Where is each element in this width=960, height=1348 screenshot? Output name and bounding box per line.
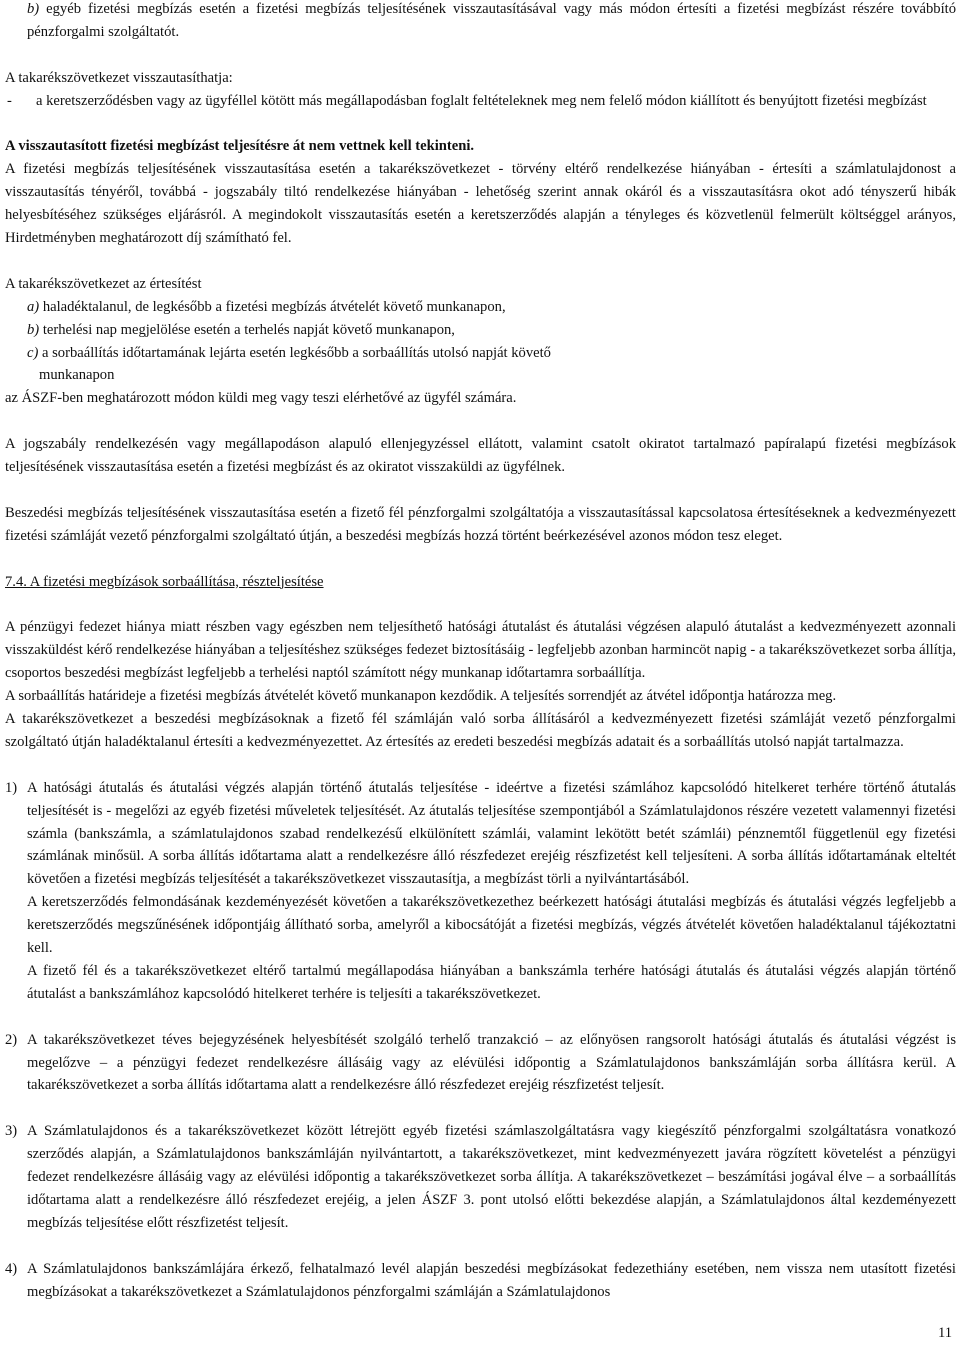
paragraph-queue-3: A takarékszövetkezet a beszedési megbízásoknak a fizető fél számláján való sorba állításáról a kedvezményezett fizetési számláját vezető pénzforgalmi szolgáltató útján haladéktalanul értesíti a kedvezményezettet. Az értesítés az eredeti beszedési megbízás adatait és a sorbaállítás utolsó napját tartalmazza.: [5, 710, 956, 750]
item-text: a sorbaállítás időtartamának lejárta esetén legkésőbb a sorbaállítás utolsó napját követő: [38, 344, 551, 361]
item-3-text: A Számlatulajdonos és a takarékszövetkezet között létrejött egyéb fizetési számlaszolgáltatásra vagy kiegészítő pénzforgalmi szolgáltatásra vonatkozó szerződés alapján, a Számlatulajdonos bankszámláján nyilvántartott, a takarékszövetkezet, mint kedvezményezett javára rögzített követelést a pénzügyi fedezet rendelkezésre állásáig vagy az elévülési időpontig a takarékszövetkezet sorba állítja. A takarékszövetkezet – beszámítási jogával élve – a sorbaállítás időtartama alatt a rendelkezésre álló részfedezet erejéig, a jelen ÁSZF 3. pont utolsó előtti bekezdése alapján, a Számlatulajdonos által kezdeményezett megbízás teljesítése előtt részfizetést teljesít.: [27, 1123, 956, 1231]
notice-item-b: [5, 319, 956, 342]
notice-item-a: [5, 296, 956, 319]
numbered-item-3: [5, 1120, 956, 1235]
option-text: egyéb fizetési megbízás esetén a fizetési megbízás teljesítésének visszautasításával vagy más módon értesíti a fizetési megbízást részére továbbító pénzforgalmi szolgáltatót.: [27, 1, 956, 40]
item-text: terhelési nap megjelölése esetén a terhelés napját követő munkanapon,: [39, 321, 455, 338]
numbered-item-4: [5, 1258, 956, 1304]
refuse-list-item: [5, 90, 956, 113]
bold-statement: A visszautasított fizetési megbízást teljesítésre át nem vettnek kell tekinteni.: [5, 138, 475, 155]
notice-item-c: [5, 342, 956, 365]
item-1-paragraph-2: A keretszerződés felmondásának kezdeményezését követően a takarékszövetkezethez beérkezett hatósági átutalási megbízás és átutalási végzés legfeljebb a keretszerződés megszűnésének időpontjáig állítható sorba, amelyről a kibocsátóját a fizetési megbízás, végzés átvételét követően haladéktalanul tájékoztatni kell.: [27, 894, 956, 957]
paragraph-refusal: A fizetési megbízás teljesítésének visszautasítása esetén a takarékszövetkezet - törvény eltérő rendelkezése hiányában - értesíti a számlatulajdonost a visszautasítás tényéről, továbbá - jogszabály tiltó rendelkezése hiányában - lehetőség szerint annak okáról és a visszautasításra okot adó tényszerű hibák helyesbítéséhez szükséges eljárásról. A megindokolt visszautasítás esetén a keretszerződés alapján a tényleges és közvetlenül felmerült költséggel arányos, Hirdetményben meghatározott díj számítható fel.: [5, 161, 956, 247]
item-number: 4): [5, 1260, 18, 1277]
section-heading: 7.4. A fizetési megbízások sorbaállítása, részteljesítése: [5, 573, 324, 590]
paragraph-queue-1: A pénzügyi fedezet hiánya miatt részben vagy egészben nem teljesíthető hatósági átutalást és átutalási végzésen alapuló átutalást a kedvezményezett azonnali visszaküldést kérő rendelkezése hiányában a teljesítéshez szükséges fedezet biztosításáig - legfeljebb azonban harmincöt napig - a takarékszövetkezet sorba állítja, csoportos beszedési megbízást legfeljebb a terhelési naptól számított négy munkanap időtartamra sorbaállítja.: [5, 619, 956, 682]
item-2-text: A takarékszövetkezet téves bejegyzésének helyesbítését szolgáló terhelő tranzakció – az előnyösen rangsorolt hatósági átutalás és átutalási végzést is megelőzve – a pénzügyi fedezet rendelkezésre állásáig vagy az elévülési időpontig a Számlatulajdonos bankszámláján sorba állításra kerül. A takarékszövetkezet a sorba állítás időtartama alatt a rendelkezésre álló részfedezet erejéig részfizetést teljesít.: [27, 1031, 956, 1094]
paragraph-paper-orders: A jogszabály rendelkezésén vagy megállapodáson alapuló ellenjegyzéssel ellátott, valamint csatolt okiratot tartalmazó papíralapú fizetési megbízások teljesítésének visszautasítása esetén a fizetési megbízást és az okiratot visszaküldi az ügyfélnek.: [5, 436, 956, 476]
paragraph-option-b: [5, 0, 956, 44]
paragraph-collection: Beszedési megbízás teljesítésének visszautasítása esetén a fizető fél pénzforgalmi szolgáltatója a visszautasítással kapcsolatosa értesítéseknek a kedvezményezett fizetési számláját vezető pénzforgalmi szolgáltató útján, a beszedési megbízás hozzá történt beérkezésével azonos módon tesz eleget.: [5, 504, 956, 544]
notice-item-c-continued: munkanapon: [39, 367, 115, 384]
item-number: 1): [5, 779, 18, 796]
item-label: a): [27, 298, 40, 315]
numbered-item-1: [5, 777, 956, 1006]
item-text: haladéktalanul, de legkésőbb a fizetési megbízás átvételét követő munkanapon,: [39, 298, 506, 315]
item-1-paragraph-3: A fizető fél és a takarékszövetkezet eltérő tartalmú megállapodása hiányában a bankszámla terhére hatósági átutalás és átutalási végzés alapján történő átutalást a bankszámlához kapcsolódó hitelkeret terhére is teljesíti a takarékszövetkezet.: [27, 962, 956, 1002]
numbered-item-2: [5, 1029, 956, 1098]
refuse-item-text: a keretszerződésben vagy az ügyféllel kötött más megállapodásban foglalt feltételeknek meg nem felelő módon kiállított és benyújtott fizetési megbízást: [36, 92, 927, 109]
page-number: 11: [937, 1325, 952, 1341]
option-label: b): [27, 1, 40, 17]
item-label: b): [27, 321, 40, 338]
document-page: [5, 0, 956, 1303]
item-label: c): [27, 344, 39, 361]
item-number: 2): [5, 1031, 18, 1048]
notice-outro: az ÁSZF-ben meghatározott módon küldi meg vagy teszi elérhetővé az ügyfél számára.: [5, 390, 517, 407]
item-1-paragraph-1: A hatósági átutalás és átutalási végzés alapján történő átutalás teljesítése - ideértve a fizetési számlához kapcsolódó hitelkeret terhére történő átutalás teljesítését is - megelőzi az egyéb fizetési műveletek teljesítését. Az átutalás teljesítése szempontjából a Számlatulajdonos részére vezetett valamennyi fizetési számla (bankszámla, a számlatulajdonos szabad rendelkezésű elkülönített számlái, valamint lekötött betét számlái) pénznemtől függetlenül egy fizetési számlának minősül. A sorba állítás időtartama alatt a rendelkezésre álló részfedezet erejéig részfizetést kell teljesíteni. A sorba állítás időtartamának elteltét követően a fizetési megbízás teljesítését a takarékszövetkezet visszautasítja, a megbízást törli a nyilvántartásából.: [27, 779, 956, 888]
paragraph-queue-2: A sorbaállítás határideje a fizetési megbízás átvételét követő munkanapon kezdődik. A teljesítés sorrendjét az átvétel időpontja határozza meg.: [5, 688, 837, 705]
notice-intro: A takarékszövetkezet az értesítést: [5, 275, 202, 292]
item-4-text: A Számlatulajdonos bankszámlájára érkező, felhatalmazó levél alapján beszedési megbízásokat fedezethiány esetében, nem vissza nem utasított fizetési megbízásokat a takarékszövetkezet a Számlatulajdonos pénzforgalmi számláján a Számlatulajdonos: [27, 1260, 956, 1300]
list-dash: -: [7, 92, 12, 109]
item-number: 3): [5, 1123, 18, 1140]
refuse-intro: A takarékszövetkezet visszautasíthatja:: [5, 69, 233, 86]
